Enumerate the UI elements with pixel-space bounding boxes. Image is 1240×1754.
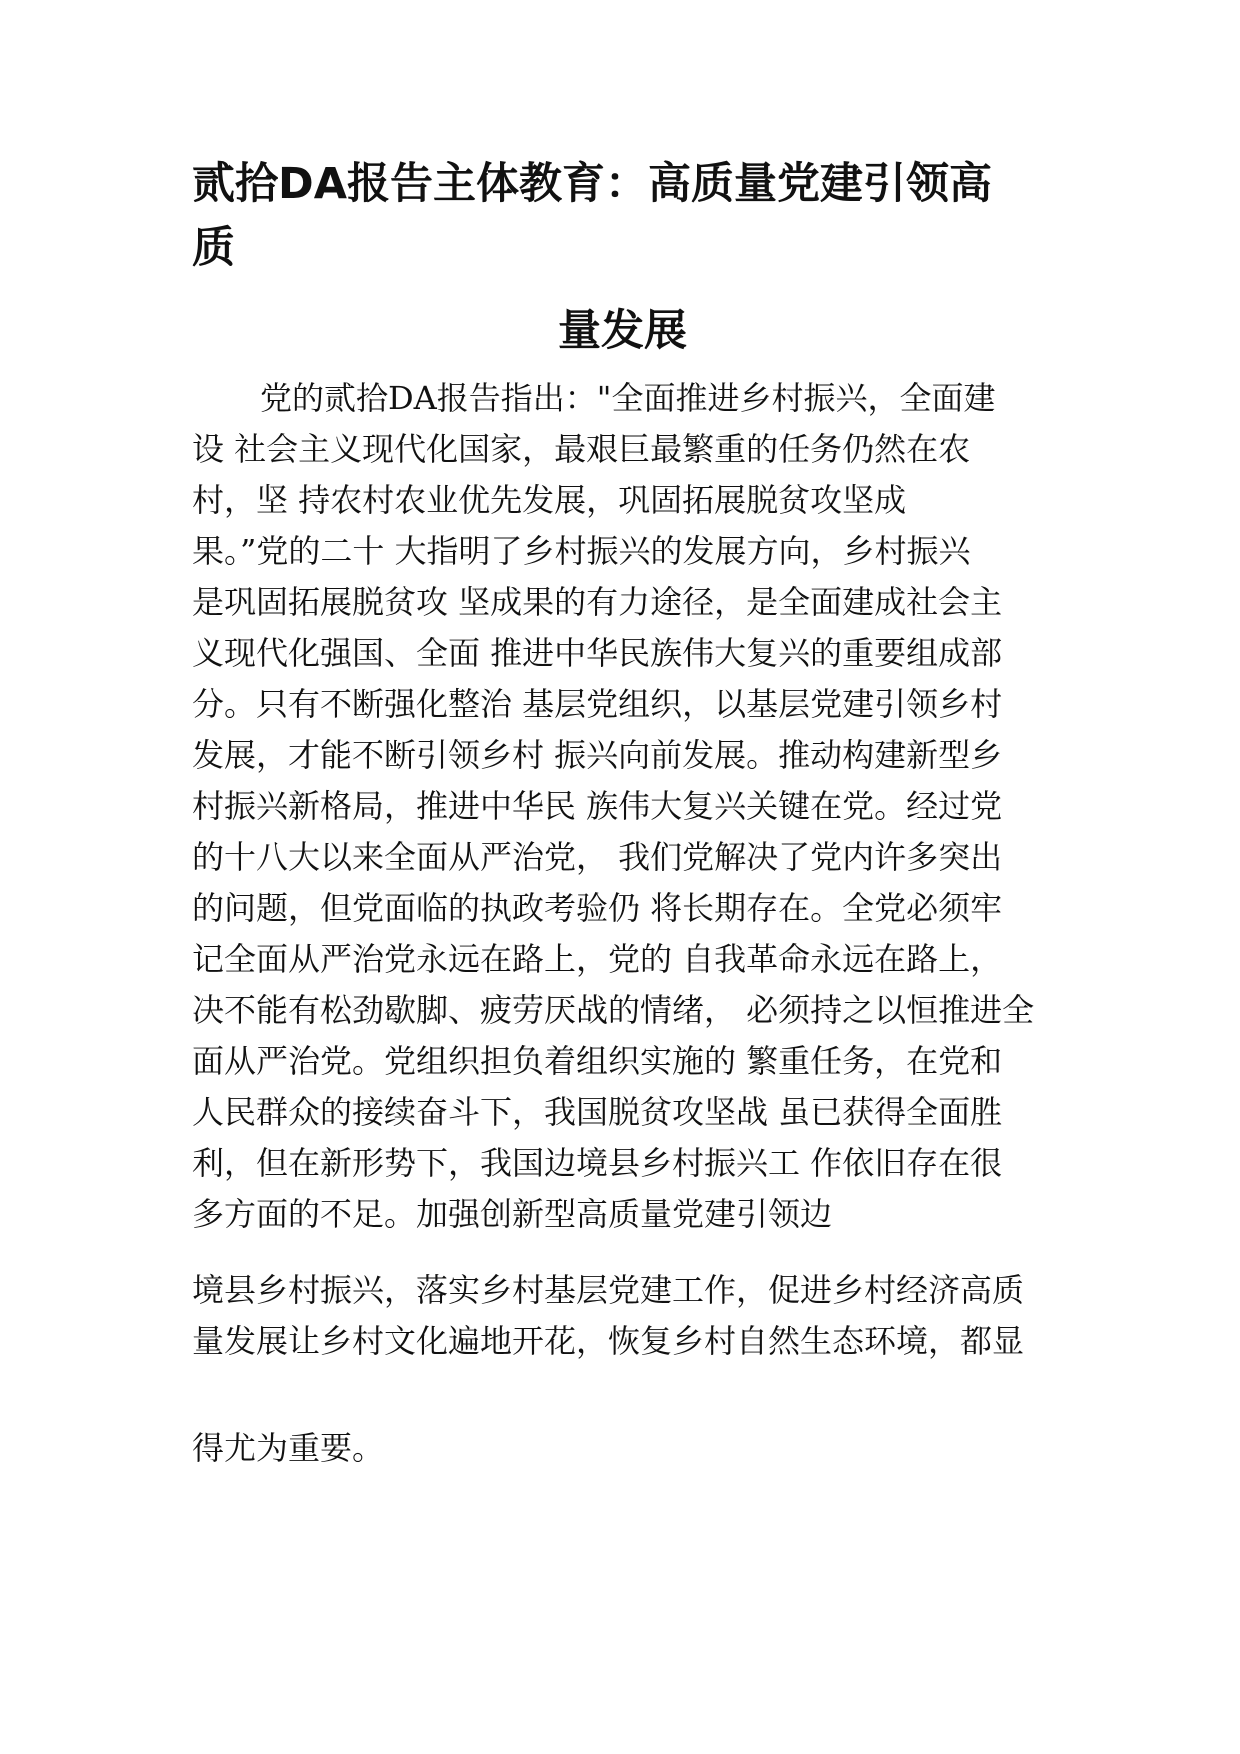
body-line: 利，但在新形势下，我国边境县乡村振兴工 作依旧存在很 (192, 1144, 1003, 1182)
body-line: 果。”党的二十 大指明了乡村振兴的发展方向，乡村振兴 (192, 532, 971, 570)
body-line: 发展，才能不断引领乡村 振兴向前发展。推动构建新型乡 (192, 736, 1003, 774)
body-line: 村，坚 持农村农业优先发展，巩固拓展脱贫攻坚成 (192, 481, 907, 519)
body-line: 义现代化强国、全面 推进中华民族伟大复兴的重要组成部 (192, 634, 1003, 672)
body-line-final: 得尤为重要。 (192, 1429, 385, 1467)
body-line: 分。只有不断强化整治 基层党组织，以基层党建引领乡村 (192, 685, 1003, 723)
body-line: 多方面的不足。加强创新型高质量党建引领边 (192, 1195, 833, 1233)
body-line: 是巩固拓展脱贫攻 坚成果的有力途径，是全面建成社会主 (192, 583, 1003, 621)
body-line: 的问题，但党面临的执政考验仍 将长期存在。全党必须牢 (192, 889, 1003, 927)
paragraph-gap (192, 1240, 1072, 1265)
document-title-line-2: 质 (192, 223, 235, 273)
paragraph-gap (192, 1367, 1072, 1423)
body-line: 村振兴新格局，推进中华民 族伟大复兴关键在党。经过党 (192, 787, 1003, 825)
document-title-line-1: 贰拾DA报告主体教育：高质量党建引领高 (192, 159, 992, 209)
body-line: 决不能有松劲歇脚、疲劳厌战的情绪， 必须持之以恒推进全 (192, 991, 1035, 1029)
body-line: 设 社会主义现代化国家，最艰巨最繁重的任务仍然在农 (192, 430, 971, 468)
body-line: 面从严治党。党组织担负着组织实施的 繁重任务，在党和 (192, 1042, 1003, 1080)
body-line: 量发展让乡村文化遍地开花，恢复乡村自然生态环境，都显 (192, 1322, 1025, 1360)
document-title-line-3: 量发展 (558, 306, 687, 356)
document-body (192, 373, 1072, 1474)
body-line: 党的贰拾DA报告指出："全面推进乡村振兴，全面建 (260, 379, 996, 417)
body-line: 人民群众的接续奋斗下，我国脱贫攻坚战 虽已获得全面胜 (192, 1093, 1003, 1131)
body-line: 境县乡村振兴，落实乡村基层党建工作，促进乡村经济高质 (192, 1271, 1025, 1309)
body-line: 记全面从严治党永远在路上，党的 自我革命永远在路上， (192, 940, 1003, 978)
body-line: 的十八大以来全面从严治党， 我们党解决了党内许多突出 (192, 838, 1003, 876)
